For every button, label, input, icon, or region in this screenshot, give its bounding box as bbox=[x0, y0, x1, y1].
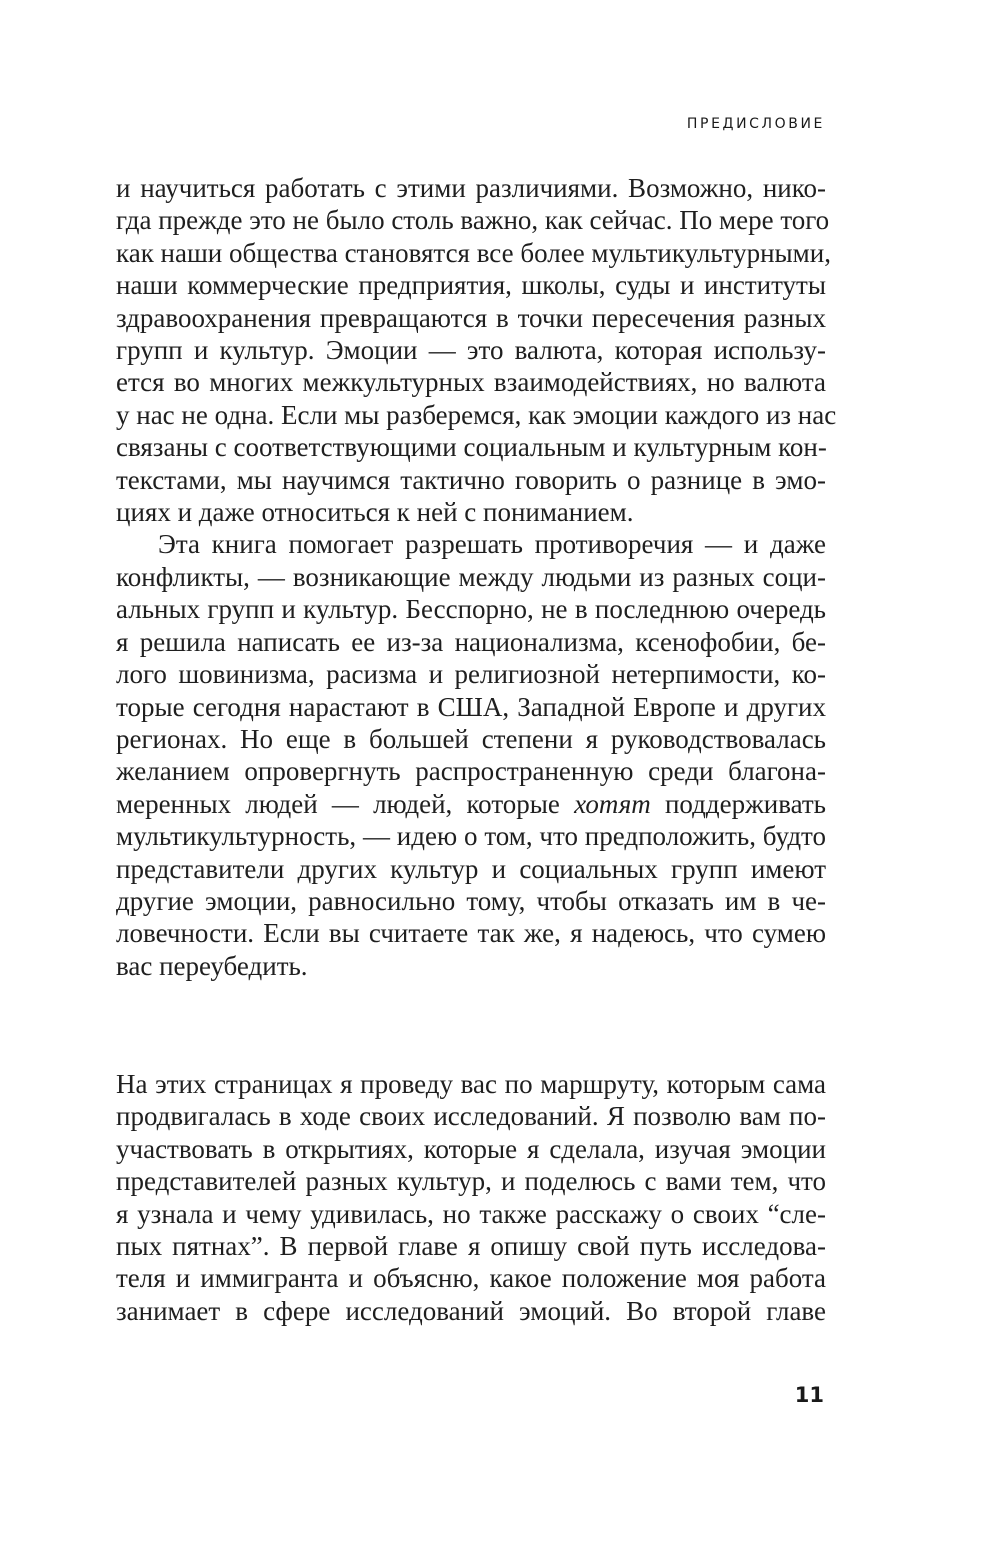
text-line: На этих страницах я проведу вас по маршруту, которым сама bbox=[116, 1069, 826, 1099]
text-line: текстами, мы научимся тактично говорить о разнице в эмо- bbox=[116, 464, 826, 495]
text-line: другие эмоции, равносильно тому, чтобы отказать им в че- bbox=[116, 885, 826, 916]
text-line: представителей разных культур, и поделюсь с вами тем, что bbox=[116, 1166, 826, 1197]
text-line: групп и культур. Эмоции — это валюта, которая использу- bbox=[116, 335, 826, 366]
text-line: торые сегодня нарастают в США, Западной Европе и других bbox=[116, 691, 826, 722]
paragraph-1 bbox=[116, 172, 837, 528]
text-line: циях и даже относиться к ней с пониманием. bbox=[116, 497, 634, 528]
text-line: мультикультурность, — идею о том, что предположить, будто bbox=[116, 821, 826, 852]
paragraph-2 bbox=[116, 528, 826, 982]
text-line: конфликты, — возникающие между людьми из разных соци- bbox=[116, 561, 826, 592]
text-segment: поддерживать bbox=[650, 788, 826, 819]
text-line: продвигалась в ходе своих исследований. Я позволю вам по- bbox=[116, 1101, 826, 1132]
text-line: желанием опровергнуть распространенную среди благона- bbox=[116, 756, 826, 787]
text-line: здравоохранения превращаются в точки пересечения разных bbox=[116, 302, 826, 333]
text-line: регионах. Но еще в большей степени я руководствовалась bbox=[116, 723, 826, 754]
text-line: гда прежде это не было столь важно, как сейчас. По мере того bbox=[116, 205, 830, 236]
text-line: наши коммерческие предприятия, школы, суды и институты bbox=[116, 270, 826, 301]
text-line-with-emphasis bbox=[116, 788, 826, 820]
text-line: представители других культур и социальных групп имеют bbox=[116, 853, 826, 884]
main-text-lower bbox=[116, 1068, 826, 1327]
text-line: занимает в сфере исследований эмоций. Во второй главе bbox=[116, 1295, 826, 1326]
text-line: ется во многих межкультурных взаимодействиях, но валюта bbox=[116, 367, 826, 398]
italic-emphasis: хотят bbox=[574, 788, 651, 819]
text-line: у нас не одна. Если мы разберемся, как эмоции каждого из нас bbox=[116, 399, 837, 430]
text-line: Эта книга помогает разрешать противоречия — и даже bbox=[158, 529, 826, 560]
text-line: пых пятнах”. В первой главе я опишу свой путь исследова- bbox=[116, 1231, 826, 1262]
text-line: вас переубедить. bbox=[116, 950, 308, 981]
text-line: лого шовинизма, расизма и религиозной нетерпимости, ко- bbox=[116, 659, 826, 690]
paragraph-3 bbox=[116, 1068, 826, 1327]
text-line: ловечности. Если вы считаете так же, я надеюсь, что сумею bbox=[116, 918, 826, 949]
page-number: 11 bbox=[794, 1383, 824, 1407]
text-line: я решила написать ее из-за национализма, ксенофобии, бе- bbox=[116, 626, 826, 657]
text-segment: меренных людей — людей, которые bbox=[116, 788, 575, 819]
text-line: участвовать в открытиях, которые я сделала, изучая эмоции bbox=[116, 1133, 826, 1164]
text-line: и научиться работать с этими различиями. Возможно, нико- bbox=[116, 173, 826, 203]
text-line: альных групп и культур. Бесспорно, не в последнюю очередь bbox=[116, 594, 826, 625]
text-line: как наши общества становятся все более мультикультурными, bbox=[116, 237, 831, 268]
running-head: ПРЕДИСЛОВИЕ bbox=[686, 116, 825, 132]
text-line: связаны с соответствующими социальным и культурным кон- bbox=[116, 432, 827, 463]
text-line: теля и иммигранта и объясню, какое положение моя работа bbox=[116, 1263, 826, 1294]
text-line: я узнала и чему удивилась, но также расскажу о своих “сле- bbox=[116, 1198, 826, 1229]
main-text-upper bbox=[116, 172, 837, 982]
